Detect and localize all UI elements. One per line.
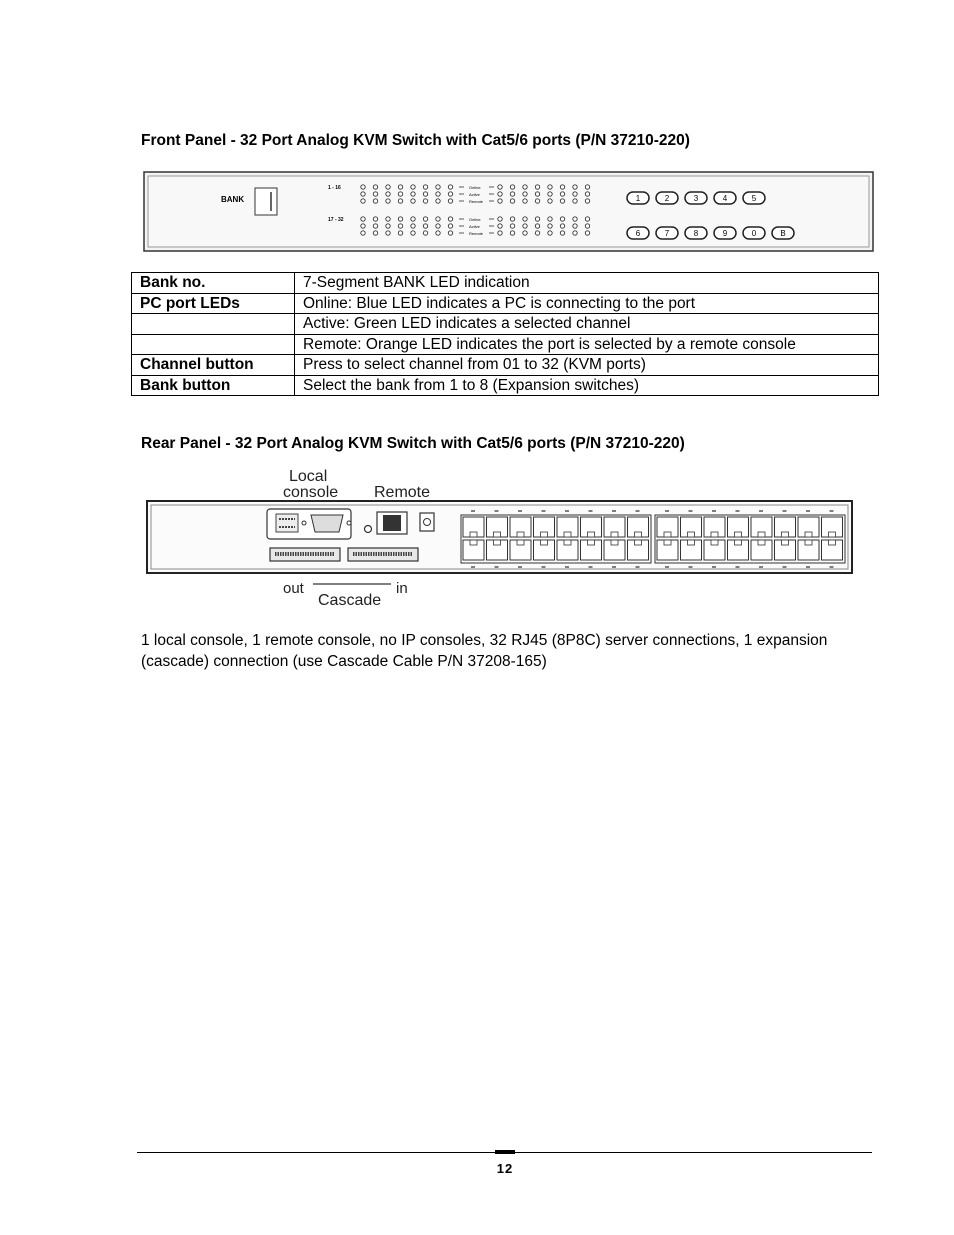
led-icon <box>386 192 390 196</box>
svg-text:9: 9 <box>722 229 728 238</box>
front-panel-heading: Front Panel - 32 Port Analog KVM Switch with Cat5/6 ports (P/N 37210-220) <box>141 132 690 149</box>
led-icon <box>386 199 390 203</box>
led-icon <box>585 224 589 228</box>
connection-summary: 1 local console, 1 remote console, no IP consoles, 32 RJ45 (8P8C) server connections, 1 expansion (cascade) connection (use Cascade Cable P/N 37208-165) <box>141 632 828 670</box>
led-icon <box>436 231 440 235</box>
rear-panel-heading: Rear Panel - 32 Port Analog KVM Switch with Cat5/6 ports (P/N 37210-220) <box>141 435 685 452</box>
table-row <box>132 355 879 376</box>
led-icon <box>523 192 527 196</box>
front-panel-illustration <box>143 171 874 252</box>
led-icon <box>573 199 577 203</box>
cascade-in-label: in <box>396 580 408 597</box>
led-icon <box>398 224 402 228</box>
table-description: Online: Blue LED indicates a PC is connecting to the port <box>295 293 879 314</box>
svg-text:Remote: Remote <box>469 231 484 236</box>
led-icon <box>585 185 589 189</box>
led-icon <box>510 224 514 228</box>
table-term: Channel button <box>132 355 295 376</box>
reset-button-icon <box>365 526 372 533</box>
led-icon <box>560 199 564 203</box>
table-term <box>132 334 295 355</box>
led-icon <box>448 192 452 196</box>
led-icon <box>560 217 564 221</box>
svg-text:3: 3 <box>693 194 699 203</box>
led-icon <box>560 192 564 196</box>
led-group-top-label: 1 - 16 <box>328 185 341 191</box>
led-icon <box>361 199 365 203</box>
local-console-label-line1: Local <box>289 468 328 485</box>
led-icon <box>510 231 514 235</box>
local-console-label-line2: console <box>283 484 339 501</box>
led-icon <box>436 199 440 203</box>
led-icon <box>585 199 589 203</box>
led-icon <box>448 224 452 228</box>
svg-text:5: 5 <box>751 194 757 203</box>
led-icon <box>535 217 539 221</box>
led-icon <box>560 231 564 235</box>
led-icon <box>585 231 589 235</box>
table-row <box>132 375 879 396</box>
led-icon <box>411 217 415 221</box>
led-icon <box>361 231 365 235</box>
remote-port <box>377 512 434 534</box>
svg-text:Active: Active <box>469 192 480 197</box>
led-icon <box>585 217 589 221</box>
led-icon <box>398 217 402 221</box>
led-icon <box>573 217 577 221</box>
led-icon <box>573 192 577 196</box>
table-row <box>132 334 879 355</box>
led-icon <box>548 192 552 196</box>
led-icon <box>373 199 377 203</box>
led-icon <box>548 224 552 228</box>
footer-tab <box>495 1150 515 1154</box>
table-description: Select the bank from 1 to 8 (Expansion switches) <box>295 375 879 396</box>
led-icon <box>373 192 377 196</box>
led-icon <box>423 224 427 228</box>
led-icon <box>361 192 365 196</box>
led-icon <box>423 192 427 196</box>
led-icon <box>423 217 427 221</box>
led-icon <box>423 199 427 203</box>
led-icon <box>498 224 502 228</box>
svg-text:Online: Online <box>469 185 481 190</box>
led-icon <box>498 185 502 189</box>
page-number: 12 <box>496 1161 514 1176</box>
led-icon <box>535 185 539 189</box>
table-row <box>132 314 879 335</box>
table-term <box>132 314 295 335</box>
cascade-out-connector <box>270 548 340 561</box>
table-row <box>132 273 879 294</box>
channel-buttons-top <box>627 192 765 204</box>
led-icon <box>411 231 415 235</box>
svg-text:7: 7 <box>664 229 670 238</box>
led-icon <box>498 231 502 235</box>
led-icon <box>448 217 452 221</box>
svg-text:0: 0 <box>751 229 757 238</box>
led-icon <box>585 192 589 196</box>
led-icon <box>523 217 527 221</box>
led-icon <box>548 199 552 203</box>
led-icon <box>386 224 390 228</box>
cascade-in-connector <box>348 548 418 561</box>
led-icon <box>398 231 402 235</box>
table-description: Remote: Orange LED indicates the port is selected by a remote console <box>295 334 879 355</box>
led-icon <box>535 231 539 235</box>
led-icon <box>423 185 427 189</box>
led-icon <box>510 192 514 196</box>
table-term: PC port LEDs <box>132 293 295 314</box>
svg-text:6: 6 <box>635 229 641 238</box>
led-icon <box>436 185 440 189</box>
led-icon <box>411 224 415 228</box>
led-icon <box>448 231 452 235</box>
led-icon <box>523 224 527 228</box>
led-icon <box>373 231 377 235</box>
led-icon <box>386 185 390 189</box>
led-icon <box>436 217 440 221</box>
led-icon <box>361 217 365 221</box>
led-icon <box>423 231 427 235</box>
led-icon <box>548 231 552 235</box>
front-panel-legend-table <box>131 272 879 396</box>
led-icon <box>510 199 514 203</box>
led-icon <box>510 217 514 221</box>
led-icon <box>398 185 402 189</box>
led-icon <box>448 185 452 189</box>
led-icon <box>548 217 552 221</box>
led-icon <box>573 185 577 189</box>
table-term: Bank no. <box>132 273 295 294</box>
led-icon <box>436 192 440 196</box>
led-icon <box>573 231 577 235</box>
led-icon <box>535 192 539 196</box>
remote-label: Remote <box>374 484 431 501</box>
led-icon <box>411 192 415 196</box>
led-icon <box>498 217 502 221</box>
led-icon <box>560 185 564 189</box>
led-icon <box>373 185 377 189</box>
svg-text:8: 8 <box>693 229 699 238</box>
table-row <box>132 293 879 314</box>
led-icon <box>386 231 390 235</box>
led-icon <box>523 199 527 203</box>
led-icon <box>548 185 552 189</box>
led-icon <box>560 224 564 228</box>
led-icon <box>361 224 365 228</box>
table-term: Bank button <box>132 375 295 396</box>
svg-text:B: B <box>780 229 786 238</box>
led-icon <box>498 192 502 196</box>
svg-text:Active: Active <box>469 224 480 229</box>
svg-text:2: 2 <box>664 194 670 203</box>
svg-text:Online: Online <box>469 217 481 222</box>
led-group-bottom-label: 17 - 32 <box>328 217 344 223</box>
rear-panel-illustration <box>143 462 856 618</box>
svg-text:Remote: Remote <box>469 199 484 204</box>
cascade-label: Cascade <box>318 592 382 609</box>
led-icon <box>448 199 452 203</box>
led-icon <box>411 185 415 189</box>
local-console-ports <box>267 509 351 539</box>
led-icon <box>398 192 402 196</box>
table-description: Active: Green LED indicates a selected channel <box>295 314 879 335</box>
svg-text:1: 1 <box>635 194 641 203</box>
led-icon <box>510 185 514 189</box>
led-icon <box>523 231 527 235</box>
cascade-out-label: out <box>283 580 304 597</box>
led-icon <box>373 224 377 228</box>
led-icon <box>523 185 527 189</box>
led-icon <box>573 224 577 228</box>
led-icon <box>436 224 440 228</box>
led-icon <box>411 199 415 203</box>
svg-text:4: 4 <box>722 194 728 203</box>
led-icon <box>535 199 539 203</box>
led-icon <box>398 199 402 203</box>
led-icon <box>361 185 365 189</box>
led-icon <box>535 224 539 228</box>
table-description: 7-Segment BANK LED indication <box>295 273 879 294</box>
led-icon <box>373 217 377 221</box>
led-icon <box>386 217 390 221</box>
bank-label: BANK <box>221 195 245 204</box>
table-description: Press to select channel from 01 to 32 (KVM ports) <box>295 355 879 376</box>
led-icon <box>498 199 502 203</box>
